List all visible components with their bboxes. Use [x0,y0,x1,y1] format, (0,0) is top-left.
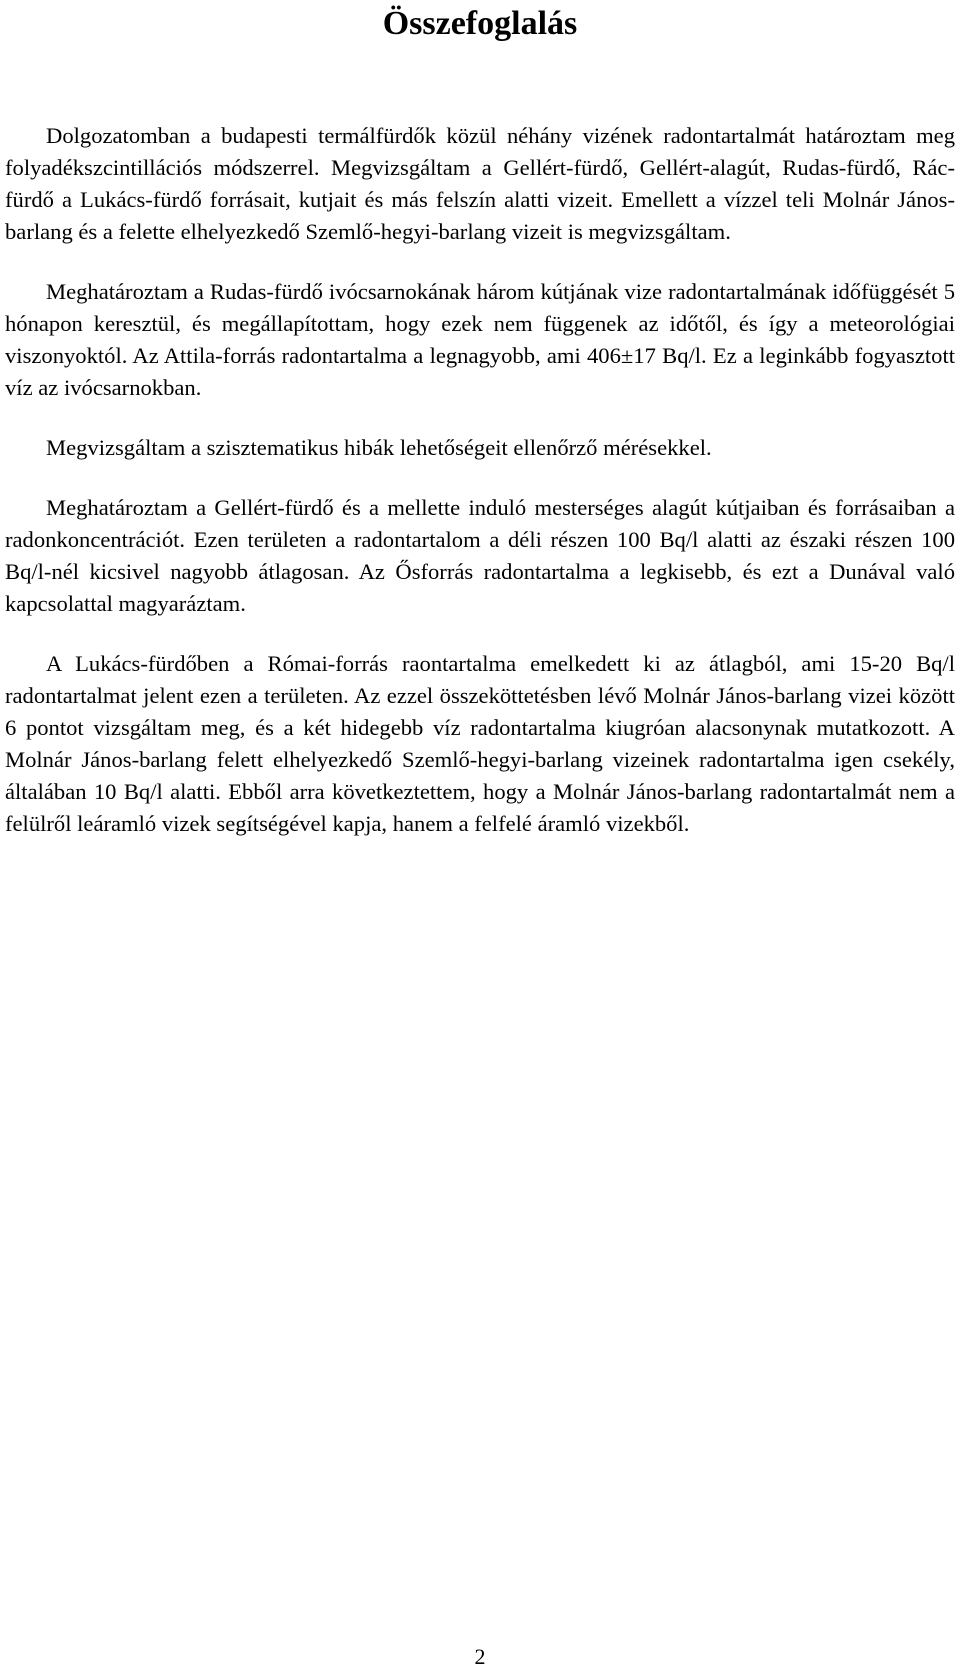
paragraph-lukacs: A Lukács-fürdőben a Római-forrás raontartalma emelkedett ki az átlagból, ami 15-20 Bq/l radontartalmat jelent ezen a területen. Az ezzel összeköttetésben lévő Molnár János-barlang vizei között 6 pontot vizsgáltam meg, és a két hidegebb víz radontartalma kiugróan alacsonynak mutatkozott. A Molnár János-barlang felett elhelyezkedő Szemlő-hegyi-barlang vizeinek radontartalma igen csekély, általában 10 Bq/l alatti. Ebből arra következtettem, hogy a Molnár János-barlang radontartalmát nem a felülről leáramló vizek segítségével kapja, hanem a felfelé áramló vizekből. [5,651,955,836]
paragraph-systematic-errors: Megvizsgáltam a szisztematikus hibák lehetőségeit ellenőrző mérésekkel. [46,435,712,460]
summary-body [5,120,955,868]
paragraph-rudas: Meghatároztam a Rudas-fürdő ivócsarnokának három kútjának vize radontartalmának időfüggését 5 hónapon keresztül, és megállapítottam, hogy ezek nem függenek az időtől, és így a meteorológiai viszonyoktól. Az Attila-forrás radontartalma a legnagyobb, ami 406±17 Bq/l. Ez a leginkább fogyasztott víz az ivócsarnokban. [5,279,955,400]
page-title: Összefoglalás [382,5,578,42]
page-number: 2 [474,1644,486,1669]
paragraph-gellert: Meghatároztam a Gellért-fürdő és a mellette induló mesterséges alagút kútjaiban és forrásaiban a radonkoncentrációt. Ezen területen a radontartalom a déli részen 100 Bq/l alatti az északi részen 100 Bq/l-nél kicsivel nagyobb átlagosan. Az Ősforrás radontartalma a legkisebb, és ezt a Dunával való kapcsolattal magyaráztam. [5,495,955,616]
paragraph-intro: Dolgozatomban a budapesti termálfürdők közül néhány vizének radontartalmát határoztam meg folyadékszcintillációs módszerrel. Megvizsgáltam a Gellért-fürdő, Gellért-alagút, Rudas-fürdő, Rác-fürdő a Lukács-fürdő forrásait, kutjait és más felszín alatti vizeit. Emellett a vízzel teli Molnár János-barlang és a felette elhelyezkedő Szemlő-hegyi-barlang vizeit is megvizsgáltam. [5,123,955,244]
